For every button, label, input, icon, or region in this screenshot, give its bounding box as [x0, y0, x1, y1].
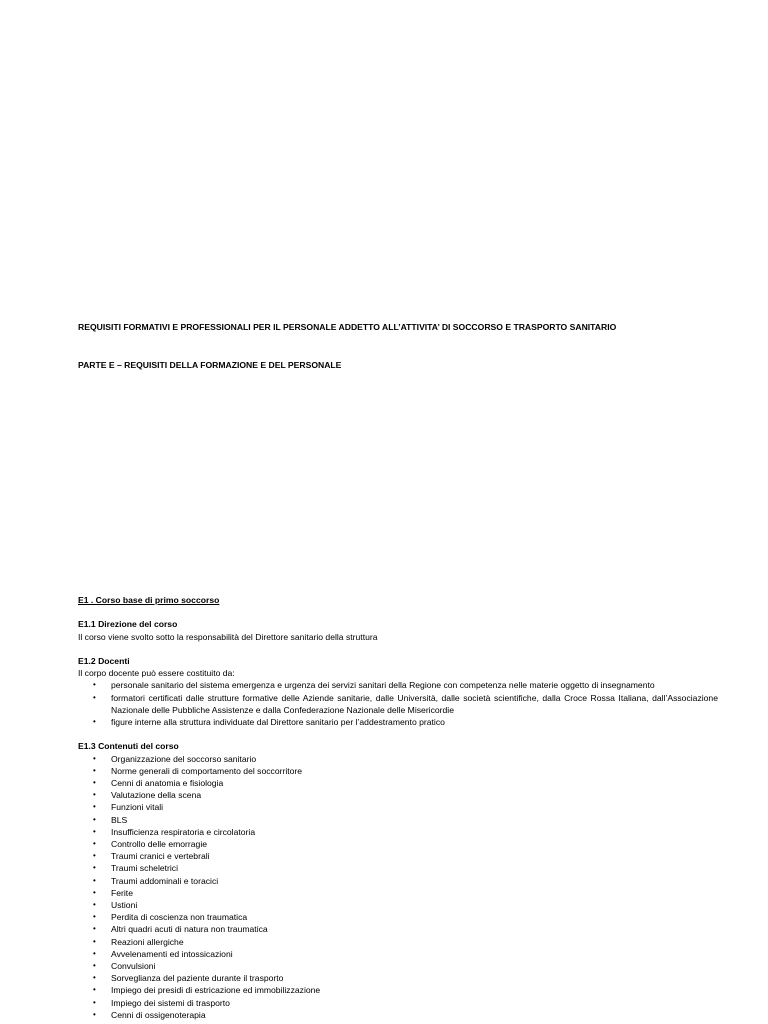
contenuti-heading: E1.3 Contenuti del corso [78, 741, 179, 752]
list-item-text: Organizzazione del soccorso sanitario [111, 753, 257, 764]
list-item-text: figure interne alla struttura individuate dal Direttore sanitario per l’addestramento pratico [111, 717, 445, 727]
bullet-icon: • [93, 826, 96, 836]
bullet-icon: • [93, 887, 96, 897]
bullet-icon: • [93, 924, 96, 934]
bullet-icon: • [93, 1009, 96, 1019]
contenuti-list-item [78, 984, 718, 996]
contenuti-list-item [78, 911, 718, 923]
list-item-text: Controllo delle emorragie [111, 839, 208, 850]
section-body [78, 594, 718, 1021]
bullet-icon: • [93, 778, 96, 787]
list-item-text: formatori certificati dalle strutture formative delle Aziende sanitarie, dalle Università, dalle società scientifiche, dalla Croce Rossa Italiana, dall’Associazione Nazionale delle Pubbliche Assistenze e dalla Confederazione Nazionale delle Misericordie [111, 692, 718, 715]
contenuti-list-item [78, 972, 718, 984]
contenuti-list-item [78, 960, 718, 972]
list-item-text: Traumi addominali e toracici [111, 875, 219, 886]
bullet-icon: • [93, 936, 96, 946]
docenti-intro: Il corpo docente può essere costituito da: [78, 668, 235, 679]
bullet-icon: • [93, 961, 96, 971]
list-item-text: Cenni di anatomia e fisiologia [111, 778, 224, 788]
contenuti-list-item [78, 838, 718, 850]
contenuti-list-item [78, 765, 718, 777]
list-item-text: Perdita di coscienza non traumatica [111, 912, 248, 923]
bullet-icon: • [93, 973, 96, 983]
list-item-text: Ferite [111, 887, 133, 898]
bullet-icon: • [93, 997, 96, 1007]
contenuti-list-item [78, 814, 718, 826]
contenuti-list-item [78, 801, 718, 813]
contenuti-list [78, 753, 718, 1021]
contenuti-list-item [78, 850, 718, 862]
bullet-icon: • [93, 948, 96, 958]
bullet-icon: • [93, 912, 96, 922]
contenuti-list-item [78, 887, 718, 899]
list-item-text: Avvelenamenti ed intossicazioni [111, 948, 233, 959]
contenuti-list-item [78, 936, 718, 948]
bullet-icon: • [93, 692, 96, 702]
section-heading: E1 . Corso base di primo soccorso [78, 595, 220, 605]
contenuti-list-item [78, 789, 718, 801]
direzione-heading: E1.1 Direzione del corso [78, 619, 178, 630]
contenuti-list-item [78, 875, 718, 887]
document-title: REQUISITI FORMATIVI E PROFESSIONALI PER IL PERSONALE ADDETTO ALL’ATTIVITA’ DI SOCCORSO E TRASPORTO SANITARIO [78, 322, 617, 332]
docenti-list-item [78, 692, 718, 716]
list-item-text: Impiego dei presidi di estricazione ed immobilizzazione [111, 985, 321, 996]
contenuti-list-item [78, 948, 718, 960]
contenuti-list-item [78, 777, 718, 789]
list-item-text: Impiego dei sistemi di trasporto [111, 997, 230, 1008]
contenuti-list-item [78, 753, 718, 765]
contenuti-list-item [78, 826, 718, 838]
list-item-text: Convulsioni [111, 961, 156, 972]
bullet-icon: • [93, 753, 96, 763]
contenuti-list-item [78, 997, 718, 1009]
list-item-text: Traumi scheletrici [111, 863, 179, 874]
bullet-icon: • [93, 900, 96, 910]
list-item-text: Cenni di ossigenoterapia [111, 1009, 206, 1020]
bullet-icon: • [93, 851, 96, 861]
list-item-text: Sorveglianza del paziente durante il trasporto [111, 973, 284, 984]
docenti-heading: E1.2 Docenti [78, 655, 130, 666]
bullet-icon: • [93, 985, 96, 995]
contenuti-list-item [78, 923, 718, 935]
contenuti-list-item [78, 862, 718, 874]
list-item-text: Funzioni vitali [111, 802, 164, 813]
docenti-list-item [78, 679, 718, 691]
bullet-icon: • [93, 765, 96, 775]
part-title: PARTE E – REQUISITI DELLA FORMAZIONE E DEL PERSONALE [78, 360, 342, 370]
bullet-icon: • [93, 802, 96, 812]
list-item-text: Norme generali di comportamento del soccorritore [111, 765, 303, 776]
list-item-text: Altri quadri acuti di natura non traumatica [111, 924, 268, 935]
list-item-text: Insufficienza respiratoria e circolatoria [111, 826, 256, 837]
bullet-icon: • [93, 839, 96, 849]
docenti-list [78, 679, 718, 728]
bullet-icon: • [93, 680, 96, 690]
bullet-icon: • [93, 863, 96, 873]
list-item-text: Traumi cranici e vertebrali [111, 851, 210, 862]
bullet-icon: • [93, 717, 96, 726]
list-item-text: personale sanitario del sistema emergenza e urgenza dei servizi sanitari della Regione con competenza nelle materie oggetto di insegnamento [111, 680, 655, 691]
contenuti-list-item [78, 1009, 718, 1021]
docenti-list-item [78, 716, 718, 728]
list-item-text: Ustioni [111, 900, 138, 911]
contenuti-list-item [78, 899, 718, 911]
bullet-icon: • [93, 790, 96, 800]
list-item-text: Reazioni allergiche [111, 936, 184, 947]
list-item-text: BLS [111, 814, 128, 825]
bullet-icon: • [93, 875, 96, 885]
direzione-text: Il corso viene svolto sotto la responsabilità del Direttore sanitario della struttura [78, 631, 378, 642]
bullet-icon: • [93, 814, 96, 824]
list-item-text: Valutazione della scena [111, 790, 202, 801]
